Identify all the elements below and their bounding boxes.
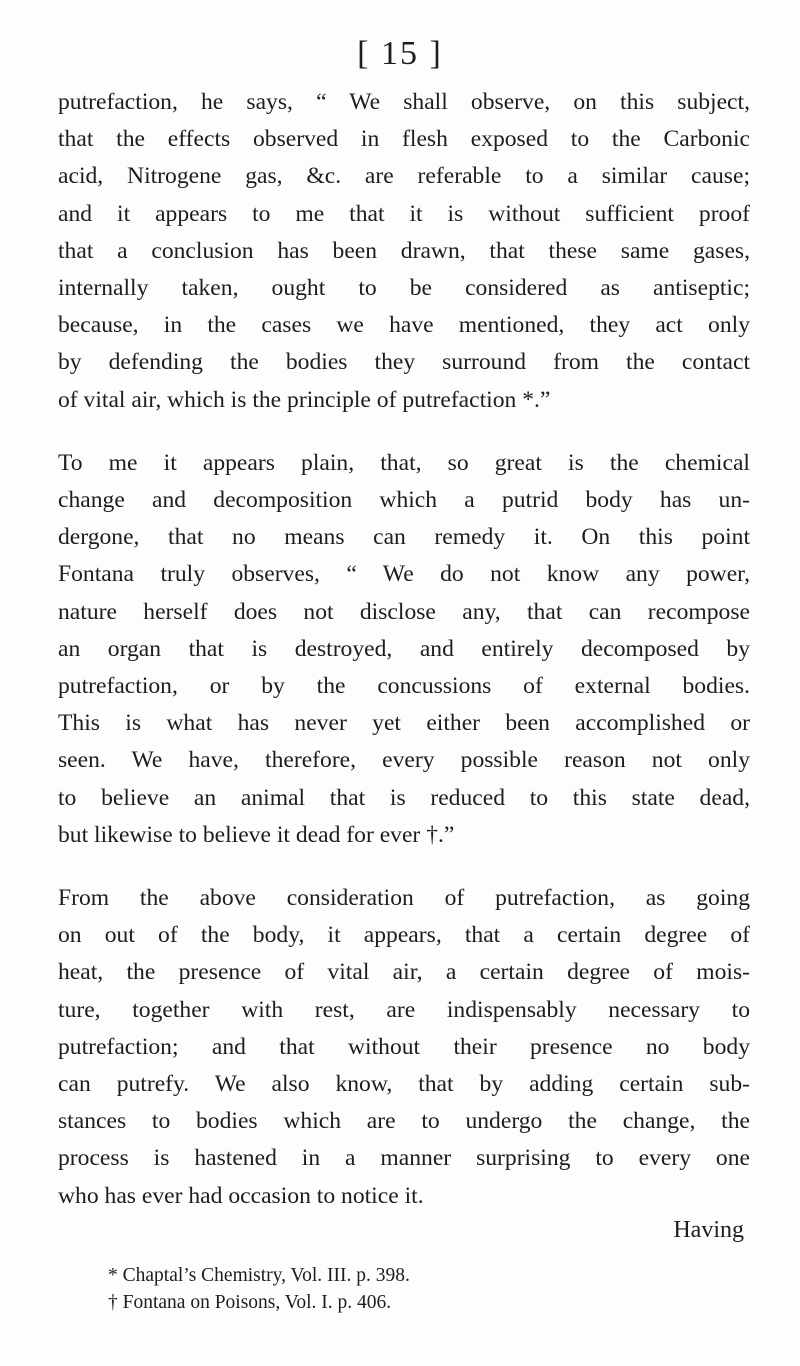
text-line: process is hastened in a manner surprising to every one	[58, 1145, 750, 1172]
text-line: stances to bodies which are to undergo the change, the	[58, 1108, 750, 1135]
text-line: heat, the presence of vital air, a certain degree of mois-	[58, 959, 750, 986]
text-line: internally taken, ought to be considered as antiseptic;	[58, 275, 750, 302]
text-line: putrefaction, or by the concussions of external bodies.	[58, 673, 750, 700]
text-line: an organ that is destroyed, and entirely decomposed by	[58, 635, 750, 662]
page-number: [ 15 ]	[357, 35, 443, 72]
text-line: To me it appears plain, that, so great is the chemical	[58, 449, 750, 476]
catchword: Having	[673, 1217, 744, 1243]
text-line: but likewise to believe it dead for ever †.”	[58, 821, 455, 848]
text-line: of vital air, which is the principle of putrefaction *.”	[58, 386, 551, 413]
text-line: acid, Nitrogene gas, &c. are referable to a similar cause;	[58, 163, 750, 190]
text-line: that the effects observed in flesh exposed to the Carbonic	[58, 126, 750, 153]
text-line: and it appears to me that it is without sufficient proof	[58, 200, 750, 227]
footnote-fontana: † Fontana on Poisons, Vol. I. p. 406.	[108, 1292, 392, 1313]
footnote-chaptal: * Chaptal’s Chemistry, Vol. III. p. 398.	[108, 1265, 410, 1286]
text-line: that a conclusion has been drawn, that these same gases,	[58, 237, 750, 264]
text-line: to believe an animal that is reduced to this state dead,	[58, 784, 750, 811]
text-line: seen. We have, therefore, every possible reason not only	[58, 747, 750, 774]
text-line: who has ever had occasion to notice it.	[58, 1182, 424, 1209]
text-line: Fontana truly observes, “ We do not know any power,	[58, 561, 750, 588]
text-line: can putrefy. We also know, that by adding certain sub-	[58, 1071, 750, 1098]
text-line: nature herself does not disclose any, that can recompose	[58, 598, 750, 625]
text-line: ture, together with rest, are indispensably necessary to	[58, 996, 750, 1023]
text-line: putrefaction, he says, “ We shall observe, on this subject,	[58, 89, 750, 115]
text-line: because, in the cases we have mentioned, they act only	[58, 312, 750, 339]
text-line: This is what has never yet either been accomplished or	[58, 710, 750, 737]
text-line: change and decomposition which a putrid body has un-	[58, 487, 750, 514]
footnotes	[108, 1262, 748, 1316]
text-line: on out of the body, it appears, that a certain degree of	[58, 922, 750, 949]
body-text	[58, 84, 750, 1215]
text-line: dergone, that no means can remedy it. On this point	[58, 524, 750, 551]
paragraph-2	[58, 445, 750, 854]
paragraph-3	[58, 880, 750, 1215]
text-line: putrefaction; and that without their presence no body	[58, 1033, 750, 1060]
text-line: From the above consideration of putrefaction, as going	[58, 885, 750, 912]
paragraph-1	[58, 84, 750, 419]
text-line: by defending the bodies they surround from the contact	[58, 349, 750, 376]
